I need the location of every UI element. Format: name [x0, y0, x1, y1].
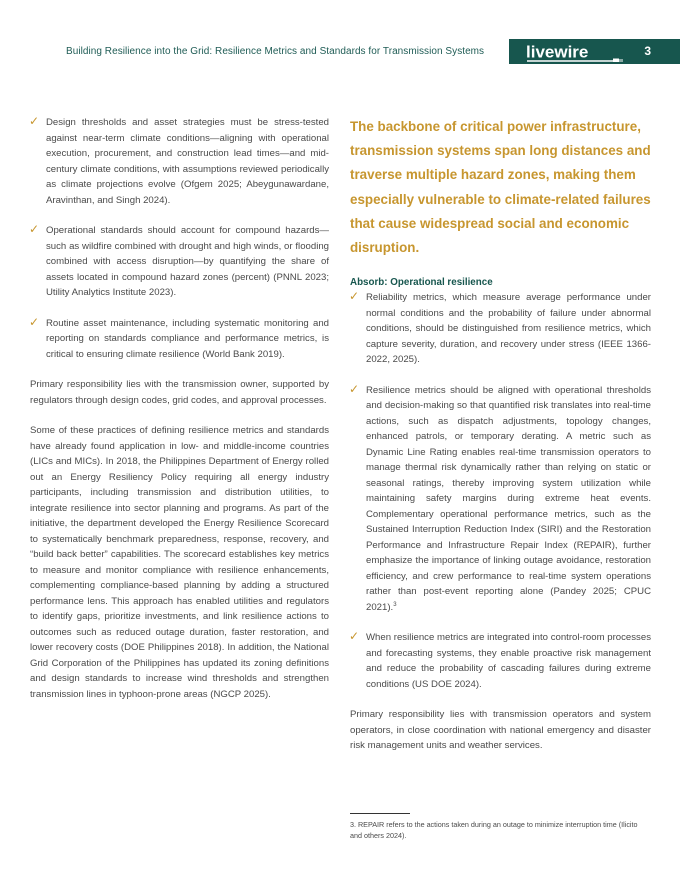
- checkmark-icon: ✓: [29, 314, 40, 329]
- checkmark-icon: ✓: [29, 222, 40, 236]
- body-paragraph: Primary responsibility lies with transmission operators and system operators, in close coordination with national emergency and disaster risk management units and weather services.: [350, 709, 651, 752]
- checkmark-icon: ✓: [349, 629, 360, 644]
- bullet-text: When resilience metrics are integrated into control-room processes and forecasting systems, they enable proactive risk management and reduce the probability of cascading failures during extreme conditions (US DOE 2024).: [366, 632, 651, 690]
- page-number: 3: [644, 44, 651, 58]
- running-title: Building Resilience into the Grid: Resilience Metrics and Standards for Transmission Systems: [66, 46, 485, 57]
- bullet-item: [350, 290, 651, 368]
- pull-quote: The backbone of critical power infrastructure, transmission systems span long distances and traverse multiple hazard zones, making them especially vulnerable to climate-related failures that cause widespread social and economic disruption.: [350, 119, 651, 256]
- bullet-item: [350, 630, 651, 692]
- page-header: [0, 0, 680, 64]
- footnote-divider: [350, 813, 410, 814]
- checkmark-icon: ✓: [349, 289, 360, 304]
- bullet-text: Reliability metrics, which measure average performance under normal conditions and the probability of failure under abnormal conditions, should be distinguished from resilience metrics, which capture severity, duration, and recovery under stress (IEEE 1366-2022, 2025).: [366, 292, 651, 366]
- checkmark-icon: ✓: [29, 114, 40, 128]
- bullet-item: [30, 223, 329, 301]
- body-paragraph: Primary responsibility lies with the transmission owner, supported by regulators through design codes, grid codes, and approval processes.: [30, 379, 329, 406]
- livewire-logo: [525, 42, 635, 62]
- body-paragraph: Some of these practices of defining resilience metrics and standards have already found application in low- and middle-income countries (LICs and MICs). In 2018, the Philippines Department of Energy rolled out an Energy Resiliency Policy requiring all energy industry participants, including transmission and distribution utilities, to integrate resilience into sector planning and programs. As part of the initiative, the department developed the Energy Resilience Scorecard to systematically benchmark preparedness, response, recovery, and “build back better” capabilities. The scorecard establishes key metrics to measure and monitor compliance with resilience enhancements, complementing compliance-based planning by adding a structured performance lens. This approach has enabled utilities and regulators to identify gaps, prioritize investments, and link resilience actions to outcomes such as reduced outage duration, faster restoration, and lower recovery costs (DOE Philippines 2018). In addition, the National Grid Corporation of the Philippines has updated its zoning definitions and design standards to increase wind thresholds and strengthen transmission lines in typhoon-prone areas (NGCP 2025).: [30, 425, 329, 700]
- bullet-item: [30, 316, 329, 363]
- bullet-text: Operational standards should account for compound hazards—such as wildfire combined with drought and high winds, or flooding combined with access disruption—by quantifying the share of assets located in compound hazard zones (percent) (PNNL 2023; Utility Analytics Institute 2023).: [46, 225, 329, 298]
- section-subheading: Absorb: Operational resilience: [350, 277, 493, 289]
- bullet-text: Routine asset maintenance, including systematic monitoring and reporting on standards compliance and performance metrics, is critical to ensuring climate resilience (World Bank 2019).: [46, 317, 329, 360]
- bullet-text: Design thresholds and asset strategies must be stress-tested against near-term climate conditions—aligning with operational execution, procurement, and construction lead times—and mid-century climate conditions, with assumptions reviewed periodically as climate projections evolve (Ofgem 2025; Abeygunawardane, Aravinthan, and Singh 2024).: [46, 117, 329, 206]
- right-column: [350, 115, 651, 769]
- brand-wordmark: livewire: [526, 42, 589, 62]
- brand-bar: [509, 39, 680, 64]
- bullet-text: Resilience metrics should be aligned with operational thresholds and decision-making so that quantified risk translates into real-time actions, such as dispatch adjustments, topology changes, enhanced patrols, or temporary derating. A metric such as Dynamic Line Rating enables real-time transmission operators to manage thermal risk dynamically rather than relying on static or seasonal ratings, thereby improving system utilization while maintaining safety margins during extreme heat events. Complementary operational performance metrics, such as the Sustained Interruption Reduction Index (SIRI) and the Restoration Performance and Infrastructure Repair Index (REPAIR), further emphasize the importance of linking outage avoidance, restoration efficiency, and crew performance to real-time system operations rather than post-event reporting alone (Pandey 2025; CPUC 2021).: [366, 384, 651, 613]
- bullet-item: [30, 115, 329, 208]
- footnote: 3. REPAIR refers to the actions taken during an outage to minimize interruption time (Ilicito and others 2024).: [350, 820, 638, 840]
- footnote-marker: 3: [393, 601, 397, 608]
- bullet-item: [350, 383, 651, 616]
- left-column: [30, 115, 329, 717]
- checkmark-icon: ✓: [349, 381, 360, 396]
